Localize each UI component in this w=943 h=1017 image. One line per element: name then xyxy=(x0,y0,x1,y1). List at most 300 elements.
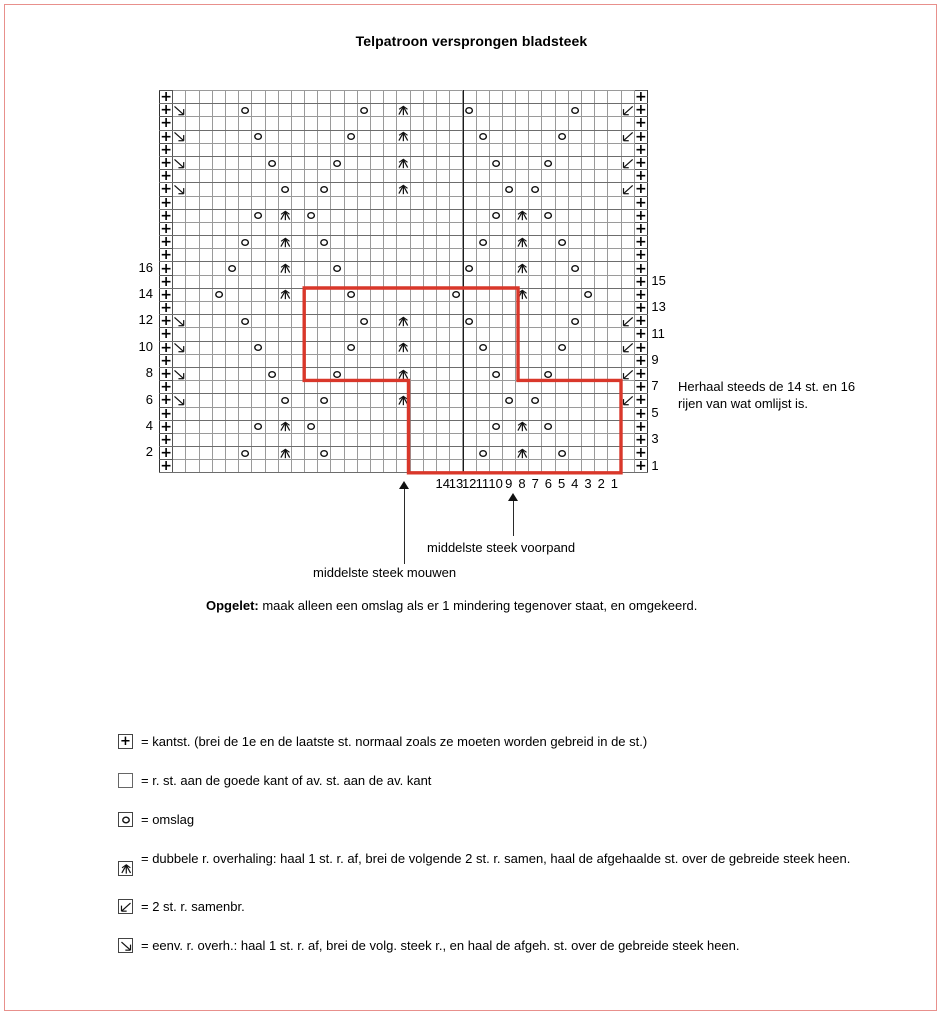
chart-cell xyxy=(582,302,595,315)
chart-cell xyxy=(371,288,384,301)
chart-cell xyxy=(252,104,265,117)
kantst-icon: + xyxy=(634,366,647,383)
chart-cell xyxy=(450,381,463,394)
chart-cell xyxy=(608,394,621,407)
chart-cell xyxy=(173,328,186,341)
chart-cell xyxy=(542,433,555,446)
chart-cell xyxy=(397,354,410,367)
chart-cell-double-decrease-icon xyxy=(397,156,410,169)
chart-cell xyxy=(529,302,542,315)
chart-cell xyxy=(489,262,502,275)
chart-cell xyxy=(212,91,225,104)
chart-cell xyxy=(463,302,476,315)
chart-cell xyxy=(463,143,476,156)
chart-cell xyxy=(529,460,542,473)
chart-cell xyxy=(331,91,344,104)
chart-cell-double-decrease-icon xyxy=(516,209,529,222)
chart-cell xyxy=(595,236,608,249)
chart-cell xyxy=(291,420,304,433)
chart-cell xyxy=(291,156,304,169)
chart-cell xyxy=(199,341,212,354)
chart-cell xyxy=(212,460,225,473)
chart-cell xyxy=(199,91,212,104)
chart-cell xyxy=(608,222,621,235)
chart-cell xyxy=(568,130,581,143)
chart-cell xyxy=(555,315,568,328)
chart-cell xyxy=(225,236,238,249)
chart-cell xyxy=(186,381,199,394)
chart-cell xyxy=(357,302,370,315)
chart-cell xyxy=(595,117,608,130)
chart-cell xyxy=(225,328,238,341)
chart-cell xyxy=(318,156,331,169)
chart-cell xyxy=(265,381,278,394)
chart-cell xyxy=(463,328,476,341)
chart-cell-kantst-icon xyxy=(634,460,647,473)
chart-cell xyxy=(489,143,502,156)
chart-cell xyxy=(397,196,410,209)
chart-cell xyxy=(199,288,212,301)
chart-cell xyxy=(278,170,291,183)
chart-cell xyxy=(529,315,542,328)
chart-cell-yarnover-icon xyxy=(212,288,225,301)
chart-cell xyxy=(384,170,397,183)
callout-label-front: middelste steek voorpand xyxy=(427,540,576,555)
kantst-icon: + xyxy=(160,155,172,172)
chart-cell xyxy=(450,367,463,380)
chart-cell xyxy=(582,420,595,433)
chart-cell xyxy=(542,130,555,143)
chart-cell xyxy=(568,91,581,104)
chart-cell-yarnover-icon xyxy=(252,341,265,354)
chart-cell xyxy=(225,420,238,433)
chart-cell xyxy=(173,460,186,473)
chart-cell xyxy=(555,275,568,288)
kantst-icon: + xyxy=(634,286,647,303)
chart-cell xyxy=(582,381,595,394)
chart-cell xyxy=(344,143,357,156)
chart-cell xyxy=(357,249,370,262)
chart-cell xyxy=(212,275,225,288)
chart-cell xyxy=(542,249,555,262)
chart-cell xyxy=(595,183,608,196)
chart-cell xyxy=(357,209,370,222)
chart-cell xyxy=(225,288,238,301)
chart-cell xyxy=(529,275,542,288)
chart-cell xyxy=(476,302,489,315)
yarnover-icon xyxy=(503,394,515,406)
chart-cell xyxy=(199,275,212,288)
chart-cell xyxy=(199,407,212,420)
chart-cell xyxy=(384,367,397,380)
chart-cell xyxy=(410,328,423,341)
chart-cell xyxy=(608,262,621,275)
chart-cell xyxy=(371,433,384,446)
chart-cell xyxy=(199,130,212,143)
chart-cell xyxy=(239,420,252,433)
kantst-icon: + xyxy=(634,141,647,158)
chart-cell xyxy=(384,183,397,196)
chart-cell xyxy=(608,170,621,183)
arrow-front-center xyxy=(508,493,518,501)
chart-cell xyxy=(239,209,252,222)
chart-cell xyxy=(450,407,463,420)
chart-cell xyxy=(621,460,634,473)
chart-cell xyxy=(502,367,515,380)
chart-cell-yarnover-icon xyxy=(555,130,568,143)
chart-cell xyxy=(608,302,621,315)
chart-cell xyxy=(265,288,278,301)
chart-row xyxy=(160,460,648,473)
chart-cell xyxy=(621,236,634,249)
chart-cell xyxy=(423,341,436,354)
chart-cell xyxy=(199,156,212,169)
double-decrease-icon xyxy=(279,262,291,274)
chart-cell-double-decrease-icon xyxy=(397,394,410,407)
chart-cell xyxy=(463,222,476,235)
chart-cell xyxy=(608,104,621,117)
chart-cell xyxy=(463,288,476,301)
chart-cell xyxy=(516,407,529,420)
chart-cell xyxy=(450,394,463,407)
chart-cell xyxy=(344,394,357,407)
yarnover-icon xyxy=(529,183,541,195)
chart-row xyxy=(160,288,648,301)
kantst-icon: + xyxy=(634,300,647,317)
chart-cell xyxy=(608,433,621,446)
chart-cell xyxy=(173,302,186,315)
chart-cell xyxy=(595,367,608,380)
chart-cell xyxy=(568,143,581,156)
chart-cell xyxy=(173,420,186,433)
chart-cell xyxy=(397,460,410,473)
row-number-left: 12 xyxy=(138,312,153,328)
legend-text: = eenv. r. overh.: haal 1 st. r. af, brei de volg. steek r., en haal de afgeh. st. over de gebreide steek heen. xyxy=(141,938,740,953)
double-decrease-icon xyxy=(516,236,528,248)
chart-cell xyxy=(225,302,238,315)
chart-cell-yarnover-icon xyxy=(529,394,542,407)
chart-cell xyxy=(423,249,436,262)
chart-cell xyxy=(305,91,318,104)
chart-cell xyxy=(476,183,489,196)
chart-cell xyxy=(278,407,291,420)
yarnover-icon xyxy=(226,262,238,274)
k2tog-icon xyxy=(622,183,634,195)
chart-cell xyxy=(423,143,436,156)
chart-cell xyxy=(423,407,436,420)
chart-cell xyxy=(568,249,581,262)
chart-cell xyxy=(265,170,278,183)
chart-row xyxy=(160,117,648,130)
chart-cell xyxy=(239,288,252,301)
chart-cell xyxy=(621,275,634,288)
chart-cell xyxy=(305,315,318,328)
chart-cell xyxy=(529,447,542,460)
chart-cell xyxy=(212,315,225,328)
opgelet-text: maak alleen een omslag als er 1 mindering tegenover staat, en omgekeerd. xyxy=(258,598,698,613)
chart-cell xyxy=(384,249,397,262)
kantst-icon: + xyxy=(634,234,647,251)
kantst-icon: + xyxy=(160,313,172,330)
kantst-icon: + xyxy=(160,339,172,356)
chart-cell xyxy=(568,328,581,341)
chart-cell xyxy=(463,249,476,262)
kantst-icon: + xyxy=(160,89,172,106)
chart-cell xyxy=(291,183,304,196)
chart-cell xyxy=(357,328,370,341)
chart-cell xyxy=(371,143,384,156)
chart-cell xyxy=(595,447,608,460)
repeat-instruction-note: Herhaal steeds de 14 st. en 16 rijen van wat omlijst is. xyxy=(678,379,856,411)
chart-cell xyxy=(502,407,515,420)
chart-cell xyxy=(397,328,410,341)
chart-cell xyxy=(542,275,555,288)
chart-cell xyxy=(595,130,608,143)
chart-cell xyxy=(502,262,515,275)
chart-cell xyxy=(529,236,542,249)
chart-cell xyxy=(621,117,634,130)
chart-cell xyxy=(199,170,212,183)
chart-cell-yarnover-icon xyxy=(476,130,489,143)
chart-cell xyxy=(265,196,278,209)
chart-cell xyxy=(410,394,423,407)
yarnover-icon xyxy=(463,315,475,327)
chart-cell xyxy=(595,275,608,288)
legend-text: = r. st. aan de goede kant of av. st. aan de av. kant xyxy=(141,773,432,788)
chart-cell-yarnover-icon xyxy=(489,156,502,169)
chart-cell xyxy=(371,222,384,235)
chart-cell xyxy=(555,381,568,394)
chart-cell xyxy=(344,328,357,341)
chart-cell xyxy=(595,249,608,262)
chart-cell xyxy=(595,222,608,235)
chart-cell xyxy=(371,196,384,209)
chart-cell xyxy=(516,196,529,209)
yarnover-icon xyxy=(252,342,264,354)
chart-cell-yarnover-icon xyxy=(555,341,568,354)
chart-cell xyxy=(436,130,449,143)
chart-cell xyxy=(436,381,449,394)
chart-cell xyxy=(489,130,502,143)
chart-cell xyxy=(489,460,502,473)
chart-row xyxy=(160,262,648,275)
chart-cell xyxy=(186,117,199,130)
chart-cell xyxy=(502,328,515,341)
chart-cell xyxy=(450,328,463,341)
chart-cell xyxy=(410,104,423,117)
chart-cell-yarnover-icon xyxy=(357,315,370,328)
chart-cell xyxy=(436,447,449,460)
chart-cell xyxy=(305,381,318,394)
chart-cell xyxy=(582,170,595,183)
chart-cell xyxy=(212,236,225,249)
chart-cell xyxy=(423,236,436,249)
chart-cell xyxy=(516,315,529,328)
arrow-sleeve-center xyxy=(399,481,409,489)
chart-cell xyxy=(291,394,304,407)
chart-cell xyxy=(371,275,384,288)
chart-cell xyxy=(291,249,304,262)
chart-cell xyxy=(239,222,252,235)
chart-cell-double-decrease-icon xyxy=(278,447,291,460)
chart-cell xyxy=(265,315,278,328)
legend-item xyxy=(118,937,878,954)
chart-cell xyxy=(212,183,225,196)
chart-row xyxy=(160,341,648,354)
chart-cell xyxy=(186,420,199,433)
double-decrease-icon xyxy=(397,342,409,354)
chart-cell xyxy=(450,236,463,249)
chart-cell xyxy=(476,262,489,275)
chart-cell xyxy=(173,354,186,367)
chart-cell xyxy=(384,104,397,117)
legend xyxy=(118,733,878,976)
chart-cell xyxy=(529,381,542,394)
chart-cell xyxy=(318,460,331,473)
chart-cell xyxy=(318,367,331,380)
chart-cell xyxy=(371,302,384,315)
chart-cell xyxy=(384,130,397,143)
chart-cell xyxy=(186,302,199,315)
chart-cell xyxy=(278,143,291,156)
yarnover-icon xyxy=(582,289,594,301)
yarnover-icon xyxy=(252,210,264,222)
chart-cell xyxy=(291,196,304,209)
chart-cell xyxy=(463,407,476,420)
chart-cell xyxy=(397,262,410,275)
chart-cell xyxy=(595,394,608,407)
chart-cell xyxy=(621,170,634,183)
chart-cell xyxy=(436,104,449,117)
column-number: 12 xyxy=(461,475,477,491)
chart-cell xyxy=(489,196,502,209)
chart-cell xyxy=(608,143,621,156)
chart-cell xyxy=(502,447,515,460)
chart-cell xyxy=(305,328,318,341)
chart-cell xyxy=(608,447,621,460)
chart-cell xyxy=(291,460,304,473)
chart-cell xyxy=(305,143,318,156)
chart-cell xyxy=(305,262,318,275)
chart-cell xyxy=(410,249,423,262)
chart-cell xyxy=(252,367,265,380)
chart-cell xyxy=(305,341,318,354)
chart-cell xyxy=(582,433,595,446)
chart-cell xyxy=(397,236,410,249)
chart-cell xyxy=(582,236,595,249)
chart-cell xyxy=(410,381,423,394)
chart-cell xyxy=(357,130,370,143)
chart-cell xyxy=(344,156,357,169)
chart-cell xyxy=(595,302,608,315)
chart-cell xyxy=(239,407,252,420)
chart-cell xyxy=(436,222,449,235)
chart-cell xyxy=(331,196,344,209)
chart-cell xyxy=(423,367,436,380)
column-number: 1 xyxy=(610,475,618,491)
chart-cell-yarnover-icon xyxy=(318,394,331,407)
chart-cell xyxy=(423,275,436,288)
chart-cell xyxy=(463,117,476,130)
chart-cell xyxy=(331,407,344,420)
chart-cell xyxy=(305,249,318,262)
chart-cell xyxy=(371,381,384,394)
chart-cell xyxy=(331,275,344,288)
row-number-left: 8 xyxy=(145,365,153,381)
chart-cell xyxy=(397,407,410,420)
chart-cell xyxy=(305,222,318,235)
chart-cell xyxy=(212,222,225,235)
chart-cell xyxy=(397,447,410,460)
chart-cell xyxy=(291,328,304,341)
chart-cell xyxy=(529,91,542,104)
chart-cell xyxy=(357,354,370,367)
chart-cell xyxy=(568,420,581,433)
chart-cell xyxy=(357,262,370,275)
chart-cell xyxy=(568,196,581,209)
chart-cell xyxy=(502,354,515,367)
chart-cell-yarnover-icon xyxy=(265,156,278,169)
chart-cell xyxy=(318,143,331,156)
row-number-right: 3 xyxy=(651,431,659,447)
chart-cell xyxy=(291,170,304,183)
chart-cell xyxy=(463,460,476,473)
chart-cell xyxy=(186,170,199,183)
chart-cell xyxy=(621,196,634,209)
chart-cell xyxy=(186,354,199,367)
chart-cell xyxy=(371,460,384,473)
chart-cell xyxy=(423,104,436,117)
chart-cell xyxy=(595,354,608,367)
chart-cell xyxy=(291,104,304,117)
yarnover-icon xyxy=(477,131,489,143)
chart-cell-k2tog-icon xyxy=(621,394,634,407)
chart-cell-yarnover-icon xyxy=(239,447,252,460)
yarnover-icon xyxy=(490,368,502,380)
chart-cell xyxy=(502,275,515,288)
column-number: 7 xyxy=(531,475,539,491)
chart-cell xyxy=(621,143,634,156)
chart-cell xyxy=(450,420,463,433)
chart-cell xyxy=(305,236,318,249)
chart-cell xyxy=(357,275,370,288)
chart-cell xyxy=(489,341,502,354)
chart-cell xyxy=(476,394,489,407)
kantst-icon: + xyxy=(634,326,647,343)
chart-row xyxy=(160,433,648,446)
chart-cell xyxy=(463,196,476,209)
chart-cell-k2tog-icon xyxy=(621,367,634,380)
chart-cell xyxy=(502,381,515,394)
chart-cell xyxy=(608,156,621,169)
chart-cell xyxy=(410,143,423,156)
chart-cell xyxy=(397,275,410,288)
chart-cell xyxy=(252,447,265,460)
chart-cell xyxy=(331,354,344,367)
chart-row xyxy=(160,302,648,315)
chart-cell xyxy=(529,328,542,341)
chart-cell xyxy=(199,104,212,117)
chart-cell xyxy=(410,222,423,235)
chart-cell xyxy=(410,117,423,130)
chart-cell xyxy=(436,262,449,275)
chart-cell xyxy=(199,143,212,156)
chart-cell xyxy=(436,420,449,433)
k2tog-icon xyxy=(622,157,634,169)
chart-cell xyxy=(265,104,278,117)
chart-cell xyxy=(502,236,515,249)
yarnover-icon xyxy=(358,104,370,116)
